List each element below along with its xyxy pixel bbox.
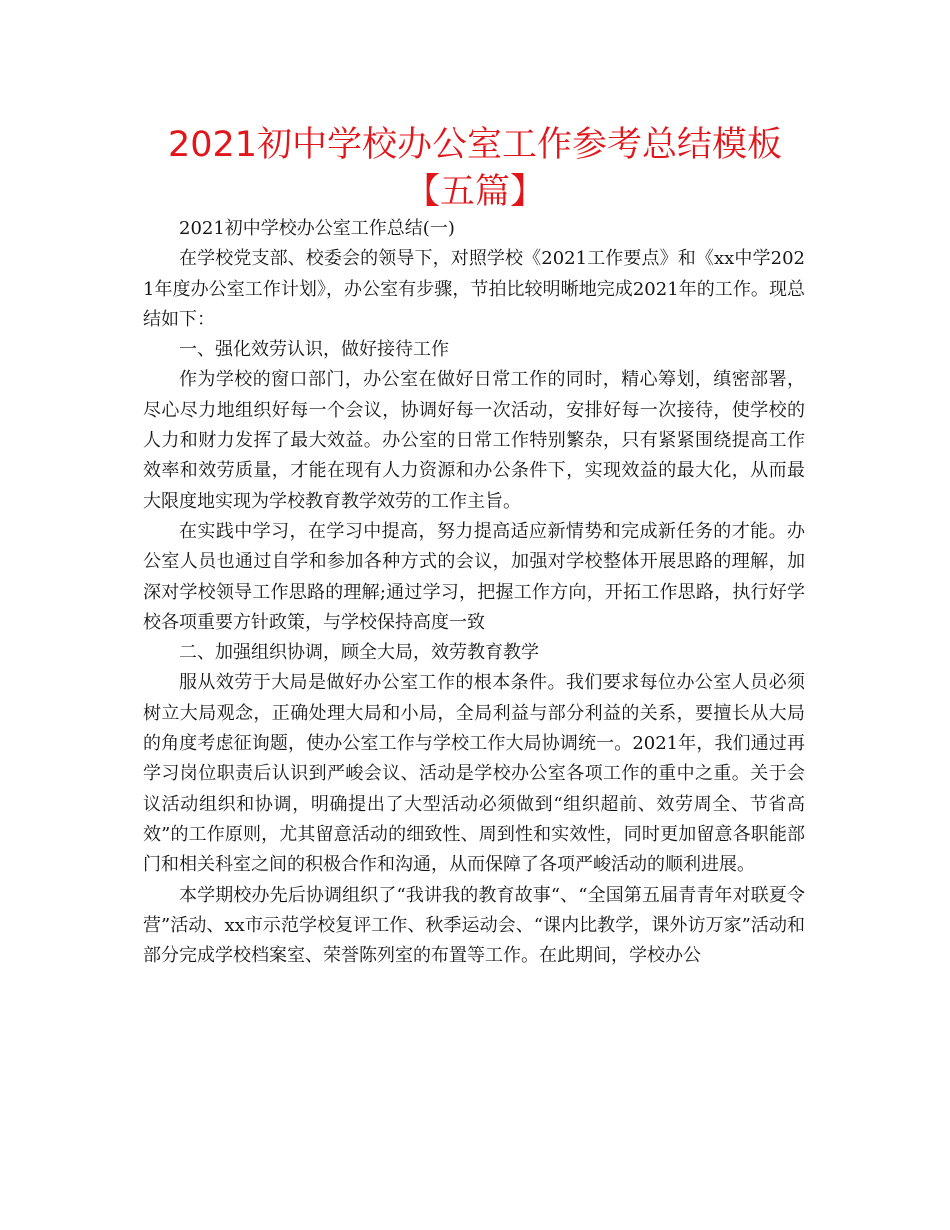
document-title: 2021初中学校办公室工作参考总结模板【五篇】 (167, 125, 783, 212)
body-paragraph: 作为学校的窗口部门，办公室在做好日常工作的同时，精心筹划，缜密部署，尽心尽力地组织好每一个会议，协调好每一次活动，安排好每一次接待，使学校的人力和财力发挥了最大效益。办公室的日常工作特别繁杂，只有紧紧围绕提高工作效率和效劳质量，才能在现有人力资源和办公条件下，实现效益的最大化，从而最大限度地实现为学校教育教学效劳的工作主旨。 (143, 369, 805, 512)
section-heading: 一、强化效劳认识，做好接待工作 (179, 339, 449, 361)
body-paragraph: 本学期校办先后协调组织了“我讲我的教育故事“、“全国第五届青青年对联夏令营”活动、xx市示范学校复评工作、秋季运动会、“课内比教学，课外访万家”活动和部分完成学校档案室、荣誉陈列室的布置等工作。在此期间，学校办公 (143, 884, 805, 967)
body-paragraph: 在实践中学习，在学习中提高，努力提高适应新情势和完成新任务的才能。办公室人员也通过自学和参加各种方式的会议，加强对学校整体开展思路的理解，加深对学校领导工作思路的理解;通过学习，把握工作方向，开拓工作思路，执行好学校各项重要方针政策，与学校保持高度一致 (143, 520, 805, 633)
section-heading: 二、加强组织协调，顾全大局，效劳教育教学 (179, 642, 539, 664)
body-paragraph: 在学校党支部、校委会的领导下，对照学校《2021工作要点》和《xx中学2021年度办公室工作计划》，办公室有步骤，节拍比较明晰地完成2021年的工作。现总结如下： (143, 248, 805, 330)
document-body (143, 214, 805, 971)
body-paragraph: 服从效劳于大局是做好办公室工作的根本条件。我们要求每位办公室人员必须树立大局观念，正确处理大局和小局，全局利益与部分利益的关系，要擅长从大局的角度考虑征询题，使办公室工作与学校工作大局协调统一。2021年，我们通过再学习岗位职责后认识到严峻会议、活动是学校办公室各项工作的重中之重。关于会议活动组织和协调，明确提出了大型活动必须做到“组织超前、效劳周全、节省高效”的工作原则，尤其留意活动的细致性、周到性和实效性，同时更加留意各职能部门和相关科室之间的积极合作和沟通，从而保障了各项严峻活动的顺利进展。 (143, 672, 805, 876)
section-heading: 2021初中学校办公室工作总结(一) (179, 218, 455, 239)
